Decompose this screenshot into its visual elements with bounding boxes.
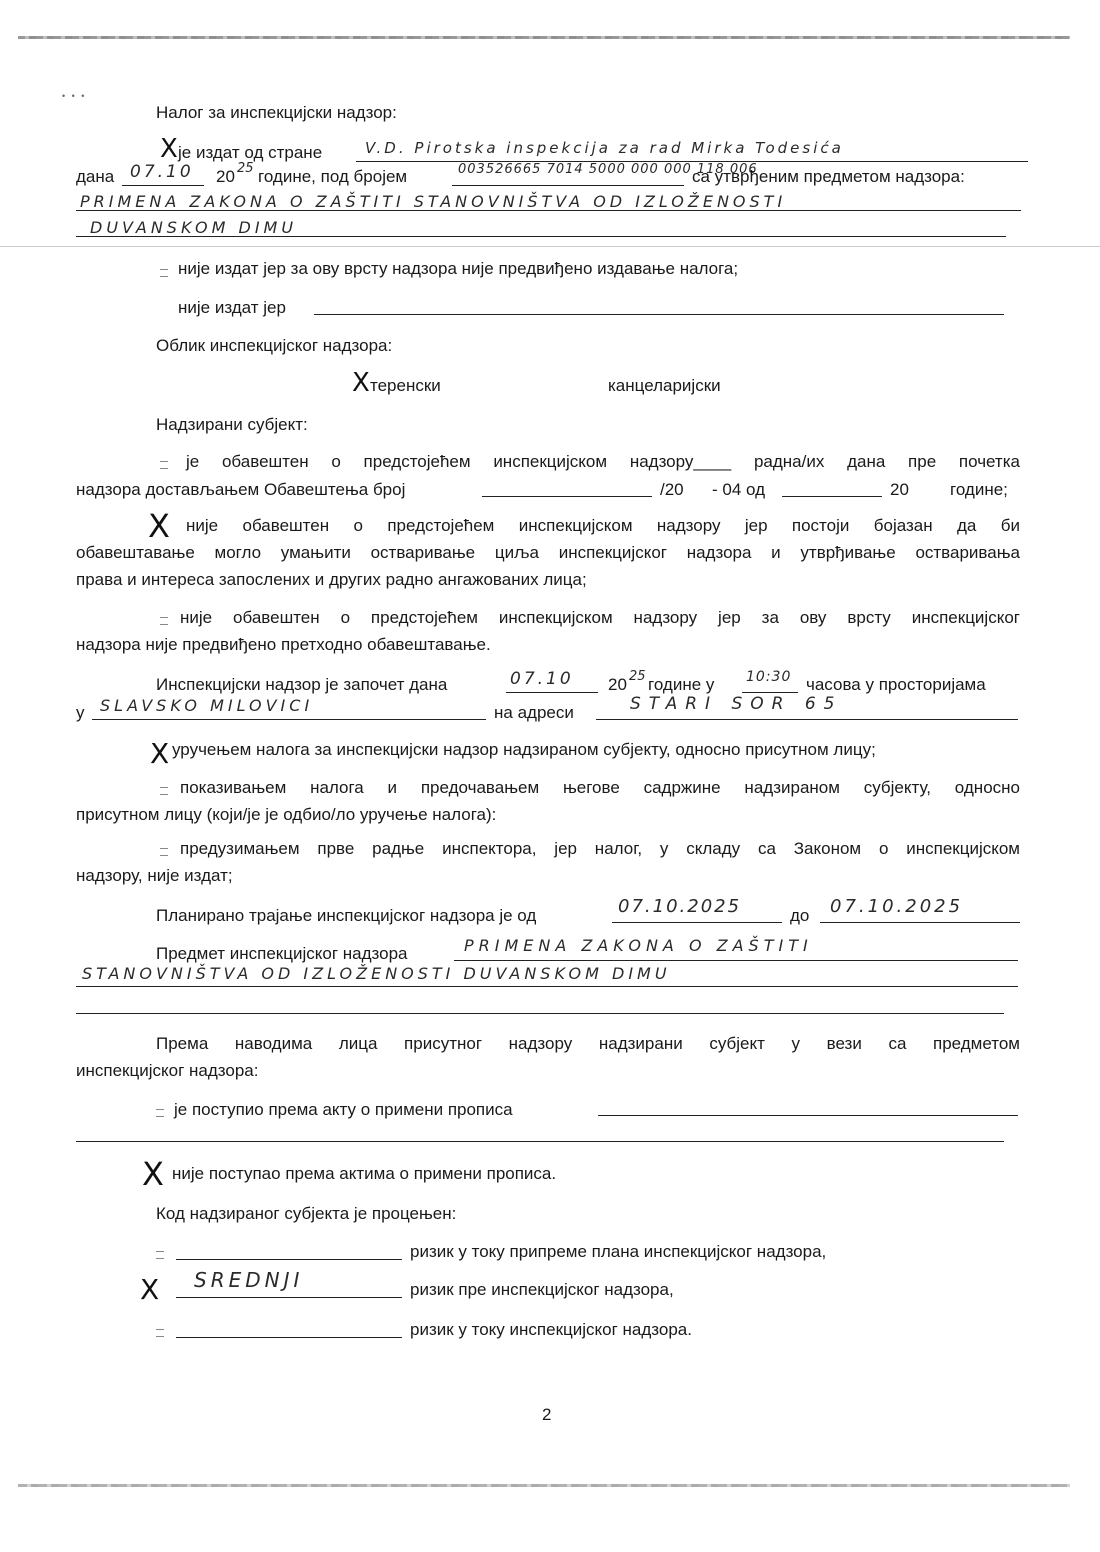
check-mark-issued: X bbox=[160, 134, 178, 164]
check-mark-not-notified: X bbox=[148, 507, 170, 545]
year-suffix: године, под бројем bbox=[258, 167, 408, 186]
not-notified2-line-b: надзора није предвиђено претходно обавештавање. bbox=[76, 635, 491, 654]
risk-3-line bbox=[176, 1337, 402, 1338]
subject2-value-2: STANOVNIŠTVA OD IZLOŽENOSTI DUVANSKOM DIMU bbox=[82, 964, 671, 983]
premises-line bbox=[92, 719, 486, 720]
subject2-label: Предмет инспекцијског надзора bbox=[156, 944, 408, 963]
address-line bbox=[596, 719, 1018, 720]
started-year-suffix: године у bbox=[648, 675, 715, 694]
started-year: 25 bbox=[629, 669, 646, 684]
date-line bbox=[122, 185, 204, 186]
notified-line-e: 20 bbox=[890, 480, 909, 499]
started-time-line bbox=[742, 692, 798, 693]
started-time: 10:30 bbox=[746, 669, 792, 685]
handover-line-2b: присутном лицу (који/је је одбио/ло уручење налога): bbox=[76, 805, 497, 824]
duration-to-line bbox=[820, 922, 1020, 923]
check-mark-risk-2: X bbox=[140, 1273, 160, 1306]
duration-from-line bbox=[612, 922, 782, 923]
duration-to: 07.10.2025 bbox=[830, 896, 964, 917]
started-year-prefix: 20 bbox=[608, 675, 627, 694]
risk-1-line bbox=[176, 1259, 402, 1260]
year-value: 25 bbox=[237, 161, 254, 176]
number-value: 003526665 7014 5000 000 000 118 006 bbox=[458, 162, 758, 177]
checkbox-acted[interactable] bbox=[156, 1109, 164, 1117]
address-label: на адреси bbox=[494, 703, 574, 722]
handover-line-1: уручењем налога за инспекцијски надзор надзираном субјекту, односно присутном лицу; bbox=[172, 740, 876, 759]
started-label: Инспекцијски надзор је започет дана bbox=[156, 675, 448, 694]
subject-label: са утврђеним предметом надзора: bbox=[692, 167, 965, 186]
duration-to-label: до bbox=[790, 906, 810, 925]
acted-line bbox=[598, 1115, 1018, 1116]
issued-by-value: V.D. Pirotska inspekcija za rad Mirka Todesića bbox=[365, 139, 844, 157]
not-issued-1: није издат јер за ову врсту надзора није предвиђено издавање налога; bbox=[178, 259, 739, 278]
not-notified-line-a: није обавештен о предстојећем инспекцијском надзору јер постоји бојазан да би bbox=[186, 516, 1020, 535]
checkbox-notified[interactable] bbox=[160, 461, 168, 469]
date-value: 07.10 bbox=[130, 162, 194, 182]
notified-line-a: је обавештен о предстојећем инспекцијском надзору____ радна/их дана пре почетка bbox=[186, 452, 1020, 471]
risk-2-value: SREDNJI bbox=[194, 1268, 304, 1292]
premises-value: SLAVSKO MILOVICI bbox=[100, 696, 314, 715]
statement-line-a: Према наводима лица присутног надзору надзирани субјект у вези са предметом bbox=[156, 1034, 1020, 1053]
notified-date-line bbox=[782, 496, 882, 497]
not-notified-line-b: обавештавање могло умањити остваривање циља инспекцијског надзора и утврђивање остваривања bbox=[76, 543, 1020, 562]
started-date: 07.10 bbox=[510, 669, 574, 689]
duration-from: 07.10.2025 bbox=[618, 896, 742, 917]
scan-edge-top bbox=[18, 36, 1070, 39]
checkbox-handover-3[interactable] bbox=[160, 848, 168, 856]
subject-line-2: DUVANSKOM DIMU bbox=[90, 218, 298, 237]
form-office: канцеларијски bbox=[608, 376, 721, 395]
handover-line-2a: показивањем налога и предочавањем његове садржине надзираном субјекту, односно bbox=[180, 778, 1020, 797]
scan-edge-bottom bbox=[18, 1484, 1070, 1487]
date-prefix: дана bbox=[76, 167, 115, 186]
header-dots: • • • bbox=[62, 91, 87, 101]
risk-1-text: ризик у току припреме плана инспекцијског надзора, bbox=[410, 1242, 827, 1261]
subject2-value-1: PRIMENA ZAKONA O ZAŠTITI bbox=[464, 936, 813, 955]
scan-fold-line bbox=[0, 246, 1100, 247]
subject-underline-1 bbox=[76, 210, 1021, 211]
check-mark-handover: X bbox=[150, 737, 170, 770]
year-prefix: 20 bbox=[216, 167, 235, 186]
subject-line-1: PRIMENA ZAKONA O ZAŠTITI STANOVNIŠTVA OD IZLOŽENOSTI bbox=[80, 192, 787, 211]
subject-underline-2 bbox=[76, 236, 1006, 237]
notified-line-c: /20 bbox=[660, 480, 684, 499]
risk-2-text: ризик пре инспекцијског надзора, bbox=[410, 1280, 674, 1299]
not-issued-2: није издат јер bbox=[178, 298, 286, 317]
notified-line-b: надзора достављањем Обавештења број bbox=[76, 480, 406, 499]
form-heading: Облик инспекцијског надзора: bbox=[156, 336, 393, 355]
address-value: STARI SOR 65 bbox=[630, 694, 843, 714]
order-heading: Налог за инспекцијски надзор: bbox=[156, 103, 397, 122]
handover-line-3b: надзору, није издат; bbox=[76, 866, 233, 885]
risk-heading: Код надзираног субјекта је процењен: bbox=[156, 1204, 457, 1223]
form-field: теренски bbox=[370, 376, 441, 395]
not-issued-line bbox=[314, 314, 1004, 315]
checkbox-not-issued-1[interactable] bbox=[160, 269, 168, 277]
notified-number-line bbox=[482, 496, 652, 497]
check-mark-field: X bbox=[352, 368, 370, 398]
subject2-line-2 bbox=[76, 986, 1018, 987]
subject-heading: Надзирани субјект: bbox=[156, 415, 308, 434]
not-notified-line-c: права и интереса запослених и других радно ангажованих лица; bbox=[76, 570, 587, 589]
page-number: 2 bbox=[542, 1405, 552, 1424]
number-line bbox=[452, 185, 684, 186]
handover-line-3a: предузимањем прве радње инспектора, јер налог, у складу са Законом о инспекцијском bbox=[180, 839, 1020, 858]
acted-line-2 bbox=[76, 1141, 1004, 1142]
acted-line-1: је поступио према акту о примени прописа bbox=[174, 1100, 513, 1119]
checkbox-handover-2[interactable] bbox=[160, 787, 168, 795]
issued-by-label: је издат од стране bbox=[178, 143, 323, 162]
checkbox-not-notified-2[interactable] bbox=[160, 617, 168, 625]
duration-label: Планирано трајање инспекцијског надзора је од bbox=[156, 906, 537, 925]
started-hours-label: часова у просторијама bbox=[806, 675, 986, 694]
acted-line-2-text: није поступао према актима о примени прописа. bbox=[172, 1164, 557, 1183]
started-date-line bbox=[506, 692, 598, 693]
notified-line-f: године; bbox=[950, 480, 1008, 499]
statement-line-b: инспекцијског надзора: bbox=[76, 1061, 259, 1080]
checkbox-risk-3[interactable] bbox=[156, 1329, 164, 1337]
notified-line-d: - 04 од bbox=[712, 480, 766, 499]
not-notified2-line-a: није обавештен о предстојећем инспекцијском надзору јер за ову врсту инспекцијског bbox=[180, 608, 1020, 627]
subject2-line-3 bbox=[76, 1013, 1004, 1014]
premises-prefix: у bbox=[76, 703, 85, 722]
subject2-line-1 bbox=[454, 960, 1018, 961]
risk-2-line bbox=[176, 1297, 402, 1298]
risk-3-text: ризик у току инспекцијског надзора. bbox=[410, 1320, 692, 1339]
checkbox-risk-1[interactable] bbox=[156, 1251, 164, 1259]
check-mark-not-acted: X bbox=[142, 1155, 164, 1193]
